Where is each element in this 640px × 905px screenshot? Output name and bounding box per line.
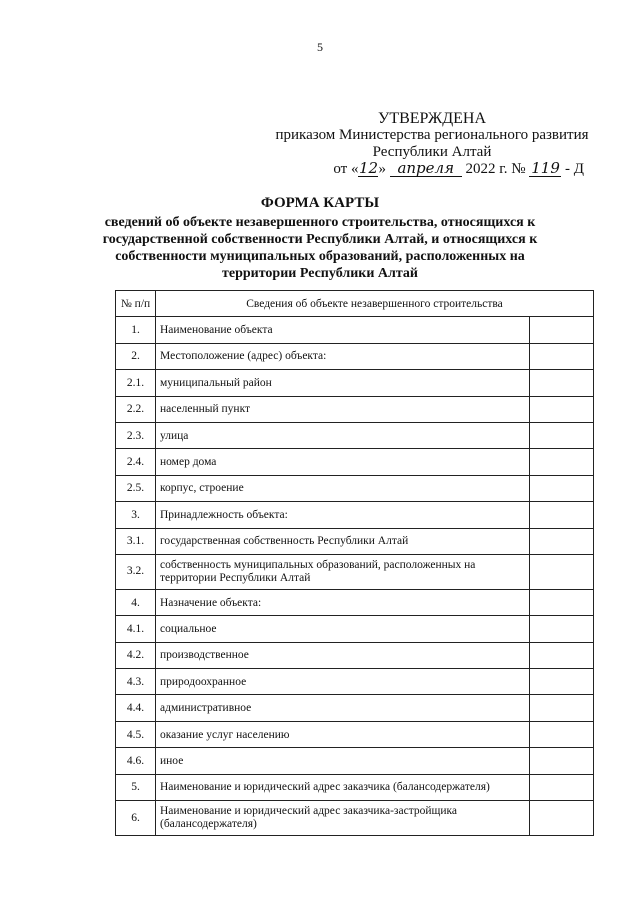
form-subtitle: сведений об объекте незавершенного строительства, относящихся к государственной собственности Республики Алтай, и относящихся к собственности муниципальных образований, расположенных на территории Республики Алтай (102, 215, 538, 281)
row-number: 4. (116, 589, 156, 615)
row-number: 3. (116, 502, 156, 528)
row-value-cell[interactable] (530, 774, 594, 800)
row-label: населенный пункт (156, 396, 530, 422)
number-suffix: - Д (565, 161, 584, 177)
header-num: № п/п (116, 291, 156, 317)
row-value-cell[interactable] (530, 475, 594, 501)
row-number: 4.5. (116, 721, 156, 747)
row-value-cell[interactable] (530, 748, 594, 774)
handwritten-day: 12 (358, 159, 379, 177)
row-number: 4.2. (116, 642, 156, 668)
table-row (116, 502, 594, 528)
approval-block (272, 110, 592, 178)
approval-line-2: Республики Алтай (372, 144, 492, 160)
row-value-cell[interactable] (530, 343, 594, 369)
row-label: Наименование объекта (156, 317, 530, 343)
row-number: 4.3. (116, 669, 156, 695)
table-row (116, 396, 594, 422)
row-label: социальное (156, 616, 530, 642)
row-label: иное (156, 748, 530, 774)
table-row (116, 449, 594, 475)
row-value-cell[interactable] (530, 669, 594, 695)
row-number: 2.2. (116, 396, 156, 422)
row-number: 3.1. (116, 528, 156, 554)
handwritten-number: 119 (531, 159, 560, 177)
row-label: номер дома (156, 449, 530, 475)
header-info: Сведения об объекте незавершенного строительства (156, 291, 594, 317)
table-row (116, 616, 594, 642)
table-row (116, 317, 594, 343)
date-mid: » (378, 161, 386, 177)
year-text: 2022 г. № (465, 161, 526, 177)
row-number: 4.1. (116, 616, 156, 642)
row-value-cell[interactable] (530, 422, 594, 448)
table-row (116, 721, 594, 747)
approval-date-line (272, 161, 592, 178)
row-value-cell[interactable] (530, 695, 594, 721)
table-header-row (116, 291, 594, 317)
row-value-cell[interactable] (530, 449, 594, 475)
row-label: муниципальный район (156, 370, 530, 396)
table-row (116, 370, 594, 396)
row-value-cell[interactable] (530, 528, 594, 554)
table-row (116, 642, 594, 668)
row-label: природоохранное (156, 669, 530, 695)
row-value-cell[interactable] (530, 370, 594, 396)
table-row (116, 475, 594, 501)
form-title: ФОРМА КАРТЫ (260, 195, 380, 211)
row-value-cell[interactable] (530, 502, 594, 528)
table-row (116, 669, 594, 695)
row-value-cell[interactable] (530, 554, 594, 589)
row-label: корпус, строение (156, 475, 530, 501)
table-row (116, 589, 594, 615)
row-value-cell[interactable] (530, 396, 594, 422)
table-row (116, 528, 594, 554)
row-label: оказание услуг населению (156, 721, 530, 747)
row-value-cell[interactable] (530, 616, 594, 642)
row-number: 2.4. (116, 449, 156, 475)
row-value-cell[interactable] (530, 801, 594, 836)
row-label: улица (156, 422, 530, 448)
page-number: 5 (317, 40, 323, 54)
row-value-cell[interactable] (530, 721, 594, 747)
row-number: 6. (116, 801, 156, 836)
row-number: 5. (116, 774, 156, 800)
row-value-cell[interactable] (530, 589, 594, 615)
row-value-cell[interactable] (530, 317, 594, 343)
row-label: Назначение объекта: (156, 589, 530, 615)
row-number: 2.1. (116, 370, 156, 396)
row-label: Принадлежность объекта: (156, 502, 530, 528)
table-row (116, 774, 594, 800)
approval-title: УТВЕРЖДЕНА (377, 110, 486, 127)
row-number: 1. (116, 317, 156, 343)
row-number: 3.2. (116, 554, 156, 589)
table-row (116, 422, 594, 448)
row-label: производственное (156, 642, 530, 668)
row-number: 2.5. (116, 475, 156, 501)
row-label: государственная собственность Республики Алтай (156, 528, 530, 554)
object-card-table (115, 290, 594, 836)
table-row (116, 554, 594, 589)
row-value-cell[interactable] (530, 642, 594, 668)
handwritten-month: апреля (390, 161, 462, 177)
table-row (116, 343, 594, 369)
row-label: Наименование и юридический адрес заказчика (балансодержателя) (156, 774, 530, 800)
row-number: 2. (116, 343, 156, 369)
row-label: собственность муниципальных образований, расположенных на территории Республики Алтай (156, 554, 530, 589)
row-label: административное (156, 695, 530, 721)
row-label: Наименование и юридический адрес заказчика-застройщика (балансодержателя) (156, 801, 530, 836)
table-body (116, 317, 594, 836)
table-row (116, 801, 594, 836)
approval-line-1: приказом Министерства регионального развития (275, 127, 589, 143)
row-number: 4.4. (116, 695, 156, 721)
row-number: 4.6. (116, 748, 156, 774)
row-number: 2.3. (116, 422, 156, 448)
table-row (116, 748, 594, 774)
table-row (116, 695, 594, 721)
row-label: Местоположение (адрес) объекта: (156, 343, 530, 369)
date-prefix: от « (333, 161, 359, 177)
